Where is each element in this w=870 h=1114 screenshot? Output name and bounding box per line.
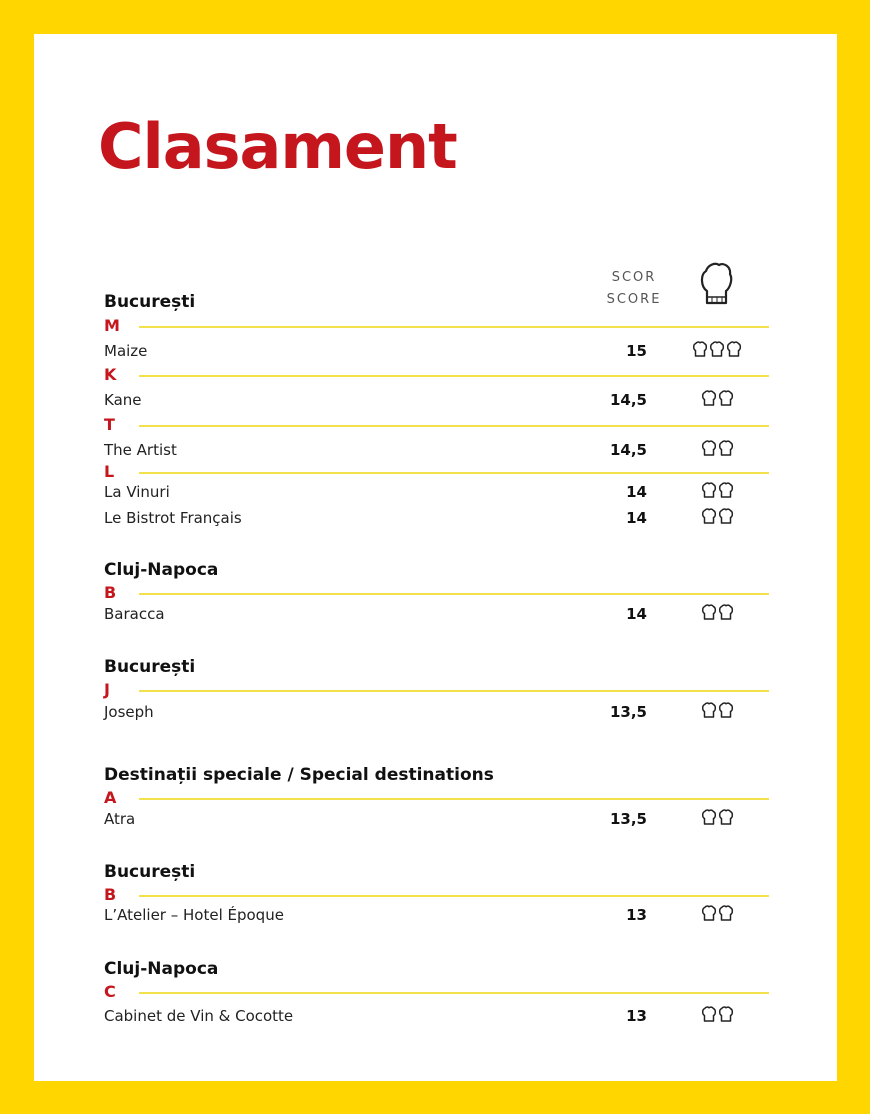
- restaurant-name: Joseph: [104, 703, 154, 721]
- divider-rule: [139, 895, 769, 897]
- letter-divider: B: [104, 885, 117, 904]
- restaurant-score: 14: [626, 483, 647, 501]
- restaurant-name: Maize: [104, 342, 148, 360]
- restaurant-name: La Vinuri: [104, 483, 170, 501]
- restaurant-score: 14: [626, 605, 647, 623]
- hat-rating: [687, 341, 747, 359]
- letter-divider: J: [104, 680, 110, 699]
- chef-hat-icon: [726, 341, 742, 359]
- divider-rule: [139, 798, 769, 800]
- city-heading: București: [104, 292, 196, 312]
- letter-divider: M: [104, 316, 120, 335]
- restaurant-score: 13: [626, 1007, 647, 1025]
- restaurant-name: L’Atelier – Hotel Époque: [104, 906, 284, 924]
- divider-rule: [139, 326, 769, 328]
- restaurant-name: Atra: [104, 810, 136, 828]
- city-heading: București: [104, 862, 196, 882]
- chef-hat-icon: [701, 1006, 717, 1024]
- divider-rule: [139, 992, 769, 994]
- chef-hat-icon: [718, 604, 734, 622]
- restaurant-name: Kane: [104, 391, 142, 409]
- restaurant-score: 15: [626, 342, 647, 360]
- chef-hat-icon: [718, 809, 734, 827]
- chef-hat-icon: [709, 341, 725, 359]
- city-heading: Destinații speciale / Special destinations: [104, 765, 494, 785]
- city-heading: Cluj-Napoca: [104, 959, 219, 979]
- divider-rule: [139, 690, 769, 692]
- hat-rating: [687, 809, 747, 827]
- score-header-ro: SCOR: [611, 270, 657, 285]
- restaurant-score: 13: [626, 906, 647, 924]
- chef-hat-icon: [718, 1006, 734, 1024]
- chef-hat-icon: [718, 482, 734, 500]
- restaurant-score: 14,5: [609, 391, 647, 409]
- restaurant-score: 14,5: [609, 441, 647, 459]
- hat-rating: [687, 702, 747, 720]
- restaurant-score: 14: [626, 509, 647, 527]
- chef-hat-icon: [701, 905, 717, 923]
- city-heading: Cluj-Napoca: [104, 560, 219, 580]
- city-heading: București: [104, 657, 196, 677]
- restaurant-score: 13,5: [609, 703, 647, 721]
- hat-rating: [687, 440, 747, 458]
- restaurant-name: Le Bistrot Français: [104, 509, 242, 527]
- hat-rating: [687, 604, 747, 622]
- chef-hat-icon: [701, 702, 717, 720]
- hat-rating: [687, 905, 747, 923]
- chef-hat-icon: [692, 341, 708, 359]
- ranking-page: [34, 34, 837, 1081]
- letter-divider: K: [104, 365, 117, 384]
- chef-hat-icon: [718, 905, 734, 923]
- restaurant-name: Baracca: [104, 605, 165, 623]
- chef-hat-icon: [701, 390, 717, 408]
- letter-divider: T: [104, 415, 115, 434]
- divider-rule: [139, 472, 769, 474]
- restaurant-name: Cabinet de Vin & Cocotte: [104, 1007, 294, 1025]
- letter-divider: B: [104, 583, 117, 602]
- hat-rating: [687, 508, 747, 526]
- restaurant-name: The Artist: [104, 441, 177, 459]
- hat-rating: [687, 1006, 747, 1024]
- chef-hat-icon: [701, 482, 717, 500]
- chef-hat-icon: [701, 809, 717, 827]
- hat-rating: [687, 390, 747, 408]
- page-title: Clasament: [98, 110, 457, 183]
- divider-rule: [139, 375, 769, 377]
- chef-hat-icon: [718, 702, 734, 720]
- score-column-header: [594, 267, 674, 311]
- divider-rule: [139, 593, 769, 595]
- chef-hat-icon: [701, 440, 717, 458]
- letter-divider: A: [104, 788, 117, 807]
- chef-hat-icon: [718, 440, 734, 458]
- restaurant-score: 13,5: [609, 810, 647, 828]
- chef-hat-icon: [699, 261, 733, 307]
- score-header-en: SCORE: [606, 292, 662, 307]
- letter-divider: C: [104, 982, 116, 1001]
- chef-hat-icon: [718, 508, 734, 526]
- letter-divider: L: [104, 462, 115, 481]
- chef-hat-icon: [718, 390, 734, 408]
- chef-hat-icon: [701, 604, 717, 622]
- divider-rule: [139, 425, 769, 427]
- chef-hat-icon: [701, 508, 717, 526]
- hat-rating: [687, 482, 747, 500]
